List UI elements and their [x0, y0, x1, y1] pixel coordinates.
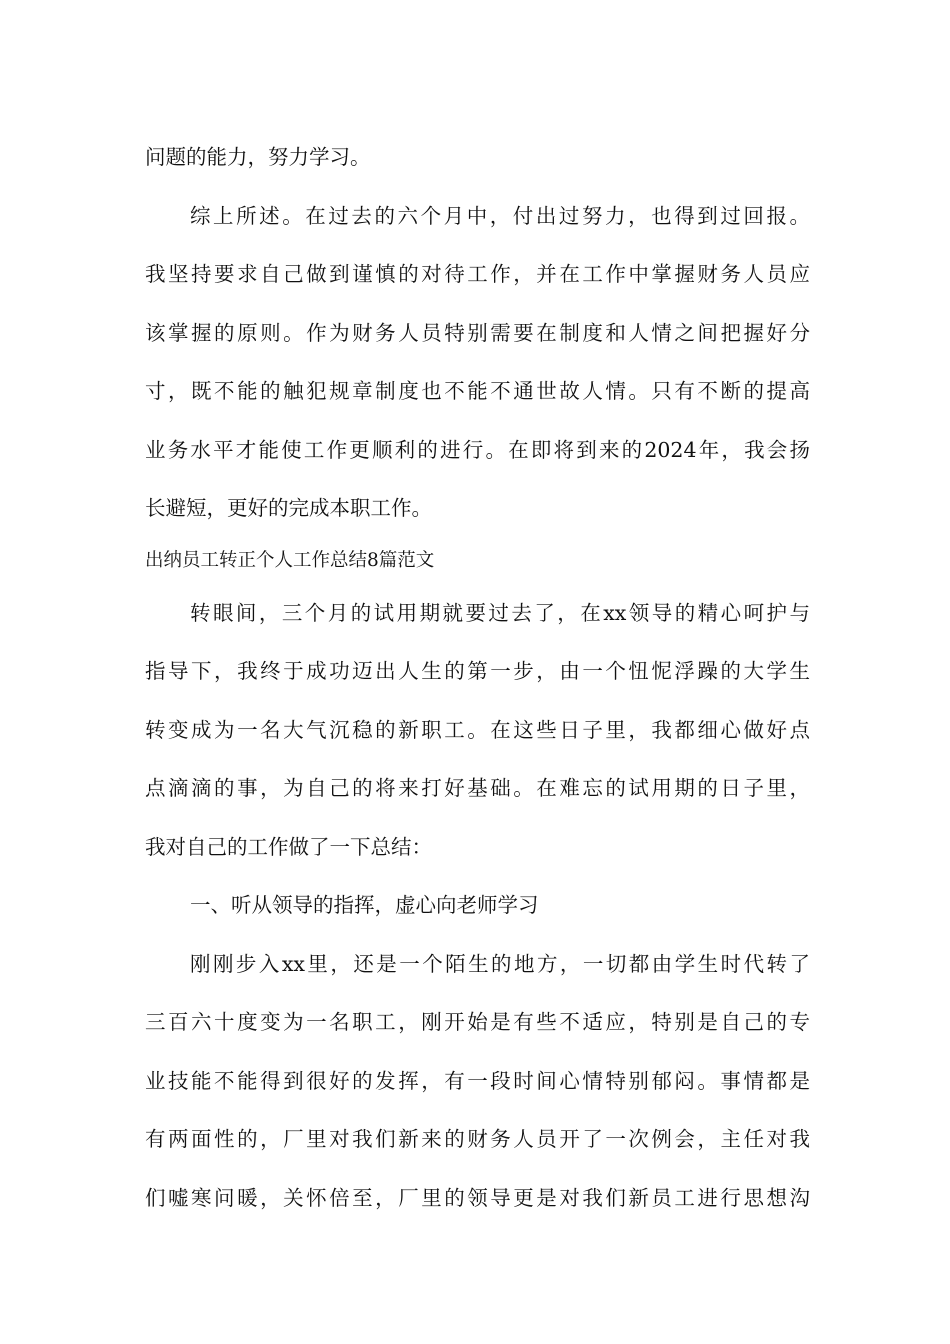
- paragraph-line: 业务水平才能使工作更顺利的进行。在即将到来的2024年，我会扬: [145, 437, 810, 462]
- paragraph-line: 我对自己的工作做了一下总结：: [145, 834, 432, 859]
- paragraph-line: 点滴滴的事，为自己的将来打好基础。在难忘的试用期的日子里，: [145, 776, 810, 800]
- paragraph-line: 我坚持要求自己做到谨慎的对待工作，并在工作中掌握财务人员应: [145, 262, 810, 286]
- section-title: 出纳员工转正个人工作总结8篇范文: [145, 549, 435, 571]
- paragraph-line: 该掌握的原则。作为财务人员特别需要在制度和人情之间把握好分: [145, 320, 810, 345]
- paragraph-line: 问题的能力，努力学习。: [145, 145, 371, 169]
- paragraph-line: 转变成为一名大气沉稳的新职工。在这些日子里，我都细心做好点: [145, 717, 810, 742]
- section-heading: 一、听从领导的指挥，虚心向老师学习: [190, 893, 539, 917]
- paragraph-line: 三百六十度变为一名职工，刚开始是有些不适应，特别是自己的专: [145, 1010, 810, 1034]
- document-body: [145, 128, 810, 1227]
- paragraph-line: 长避短，更好的完成本职工作。: [145, 496, 432, 520]
- paragraph-line: 综上所述。在过去的六个月中，付出过努力，也得到过回报。: [190, 203, 810, 228]
- paragraph-line: 转眼间，三个月的试用期就要过去了，在xx领导的精心呵护与: [190, 600, 810, 625]
- paragraph-line: 刚刚步入xx里，还是一个陌生的地方，一切都由学生时代转了: [190, 951, 810, 976]
- paragraph-line: 业技能不能得到很好的发挥，有一段时间心情特别郁闷。事情都是: [145, 1068, 810, 1093]
- paragraph-line: 寸，既不能的触犯规章制度也不能不通世故人情。只有不断的提高: [145, 379, 810, 403]
- paragraph-line: 有两面性的，厂里对我们新来的财务人员开了一次例会，主任对我: [145, 1127, 810, 1151]
- paragraph-line: 们嘘寒问暖，关怀倍至，厂里的领导更是对我们新员工进行思想沟: [145, 1185, 810, 1210]
- paragraph-line: 指导下，我终于成功迈出人生的第一步，由一个忸怩浮躁的大学生: [145, 659, 810, 683]
